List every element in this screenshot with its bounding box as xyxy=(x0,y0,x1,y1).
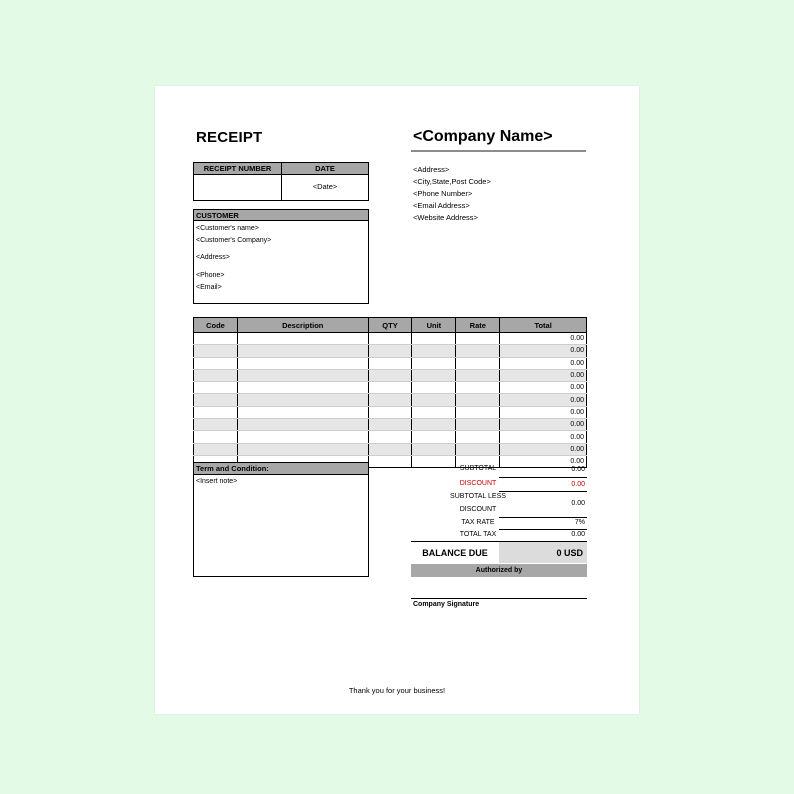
customer-box xyxy=(193,209,369,304)
discount-value: 0.00 xyxy=(571,481,585,488)
company-address-block xyxy=(413,164,491,224)
qty-cell[interactable] xyxy=(368,443,412,455)
items-table xyxy=(193,317,587,468)
qty-cell[interactable] xyxy=(368,369,412,381)
code-cell[interactable] xyxy=(194,443,238,455)
rate-cell[interactable] xyxy=(456,406,500,418)
code-cell[interactable] xyxy=(194,345,238,357)
description-cell[interactable] xyxy=(237,419,368,431)
total-tax-value: 0.00 xyxy=(571,531,585,538)
subtotal-less-rule xyxy=(499,517,587,518)
subtotal-value: 0.00 xyxy=(571,466,585,473)
company-phone: <Phone Number> xyxy=(413,189,473,198)
date-label: DATE xyxy=(315,164,335,173)
table-row[interactable] xyxy=(194,394,587,406)
table-row[interactable] xyxy=(194,443,587,455)
qty-cell[interactable] xyxy=(368,345,412,357)
code-cell[interactable] xyxy=(194,382,238,394)
description-cell[interactable] xyxy=(237,333,368,345)
table-row[interactable] xyxy=(194,382,587,394)
code-cell[interactable] xyxy=(194,357,238,369)
unit-cell[interactable] xyxy=(412,369,456,381)
code-cell[interactable] xyxy=(194,431,238,443)
unit-cell[interactable] xyxy=(412,333,456,345)
company-address: <Address> xyxy=(413,165,450,174)
unit-cell[interactable] xyxy=(412,357,456,369)
customer-address[interactable]: <Address> xyxy=(196,254,230,261)
description-cell[interactable] xyxy=(237,382,368,394)
tax-rate-label: TAX RATE xyxy=(461,519,495,526)
customer-company[interactable]: <Customer's Company> xyxy=(196,237,272,244)
description-cell[interactable] xyxy=(237,345,368,357)
document-title: RECEIPT xyxy=(196,129,263,146)
rate-cell[interactable] xyxy=(456,357,500,369)
total-cell[interactable]: 0.00 xyxy=(500,382,587,394)
unit-cell[interactable] xyxy=(412,419,456,431)
discount-label: DISCOUNT xyxy=(459,480,497,487)
col-header-rate: Rate xyxy=(456,318,500,333)
terms-note[interactable]: <Insert note> xyxy=(196,478,238,485)
table-row[interactable] xyxy=(194,419,587,431)
table-row[interactable] xyxy=(194,431,587,443)
qty-cell[interactable] xyxy=(368,431,412,443)
receipt-page xyxy=(155,86,639,714)
unit-cell[interactable] xyxy=(412,443,456,455)
unit-cell[interactable] xyxy=(412,406,456,418)
unit-cell[interactable] xyxy=(412,394,456,406)
table-row[interactable] xyxy=(194,357,587,369)
code-cell[interactable] xyxy=(194,333,238,345)
code-cell[interactable] xyxy=(194,419,238,431)
customer-name[interactable]: <Customer's name> xyxy=(196,225,259,232)
description-cell[interactable] xyxy=(237,406,368,418)
signature-line[interactable] xyxy=(411,598,587,599)
company-name: <Company Name> xyxy=(413,128,553,145)
code-cell[interactable] xyxy=(194,406,238,418)
authorized-by-bar: Authorized by xyxy=(411,564,587,577)
subtotal-label: SUBTOTAL xyxy=(459,465,497,472)
terms-box xyxy=(193,462,369,577)
unit-cell[interactable] xyxy=(412,345,456,357)
total-cell[interactable]: 0.00 xyxy=(500,455,587,467)
rate-cell[interactable] xyxy=(456,419,500,431)
receipt-number-label: RECEIPT NUMBER xyxy=(203,164,272,173)
table-row[interactable] xyxy=(194,406,587,418)
terms-heading: Term and Condition: xyxy=(194,463,368,475)
discount-rule xyxy=(499,491,587,492)
code-cell[interactable] xyxy=(194,369,238,381)
balance-due-label: BALANCE DUE xyxy=(411,541,499,564)
total-cell[interactable]: 0.00 xyxy=(500,419,587,431)
table-row[interactable] xyxy=(194,345,587,357)
customer-email[interactable]: <Email> xyxy=(196,284,222,291)
total-cell[interactable]: 0.00 xyxy=(500,443,587,455)
items-header-row xyxy=(194,318,587,333)
subtotal-less-label-1: SUBTOTAL LESS xyxy=(450,493,506,500)
table-row[interactable] xyxy=(194,369,587,381)
total-cell[interactable]: 0.00 xyxy=(500,431,587,443)
description-cell[interactable] xyxy=(237,431,368,443)
description-cell[interactable] xyxy=(237,443,368,455)
rate-cell[interactable] xyxy=(456,345,500,357)
description-cell[interactable] xyxy=(237,369,368,381)
total-tax-label: TOTAL TAX xyxy=(459,531,497,538)
qty-cell[interactable] xyxy=(368,394,412,406)
total-cell[interactable]: 0.00 xyxy=(500,333,587,345)
qty-cell[interactable] xyxy=(368,357,412,369)
balance-due-value: 0 USD xyxy=(499,541,587,563)
description-cell[interactable] xyxy=(237,357,368,369)
unit-cell[interactable] xyxy=(412,382,456,394)
col-header-unit: Unit xyxy=(412,318,456,333)
subtotal-less-label-2: DISCOUNT xyxy=(459,506,497,513)
code-cell[interactable] xyxy=(194,394,238,406)
date-value[interactable]: <Date> xyxy=(312,182,338,191)
rate-cell[interactable] xyxy=(456,443,500,455)
description-cell[interactable] xyxy=(237,394,368,406)
tax-rate-rule xyxy=(499,529,587,530)
table-row[interactable] xyxy=(194,333,587,345)
total-cell[interactable]: 0.00 xyxy=(500,394,587,406)
total-cell[interactable]: 0.00 xyxy=(500,369,587,381)
company-city: <City,State,Post Code> xyxy=(413,177,491,186)
rate-cell[interactable] xyxy=(456,333,500,345)
qty-cell[interactable] xyxy=(368,406,412,418)
company-signature-label: Company Signature xyxy=(413,601,480,608)
qty-cell[interactable] xyxy=(368,455,412,467)
total-cell[interactable]: 0.00 xyxy=(500,406,587,418)
qty-cell[interactable] xyxy=(368,333,412,345)
col-header-total: Total xyxy=(500,318,587,333)
subtotal-less-value: 0.00 xyxy=(571,500,585,507)
col-header-description: Description xyxy=(237,318,368,333)
receipt-info-box xyxy=(193,162,369,201)
balance-due-row xyxy=(411,541,587,563)
tax-rate-value: 7% xyxy=(574,519,585,526)
company-website: <Website Address> xyxy=(413,213,478,222)
rate-cell[interactable] xyxy=(456,382,500,394)
company-email: <Email Address> xyxy=(413,201,470,210)
customer-heading: CUSTOMER xyxy=(194,210,368,221)
subtotal-rule xyxy=(499,477,587,478)
footer-thanks: Thank you for your business! xyxy=(348,686,446,695)
company-divider xyxy=(411,150,586,152)
rate-cell[interactable] xyxy=(456,369,500,381)
rate-cell[interactable] xyxy=(456,394,500,406)
qty-cell[interactable] xyxy=(368,382,412,394)
rate-cell[interactable] xyxy=(456,431,500,443)
unit-cell[interactable] xyxy=(412,431,456,443)
qty-cell[interactable] xyxy=(368,419,412,431)
customer-phone[interactable]: <Phone> xyxy=(196,272,225,279)
col-header-code: Code xyxy=(194,318,238,333)
total-cell[interactable]: 0.00 xyxy=(500,345,587,357)
total-cell[interactable]: 0.00 xyxy=(500,357,587,369)
col-header-qty: QTY xyxy=(368,318,412,333)
